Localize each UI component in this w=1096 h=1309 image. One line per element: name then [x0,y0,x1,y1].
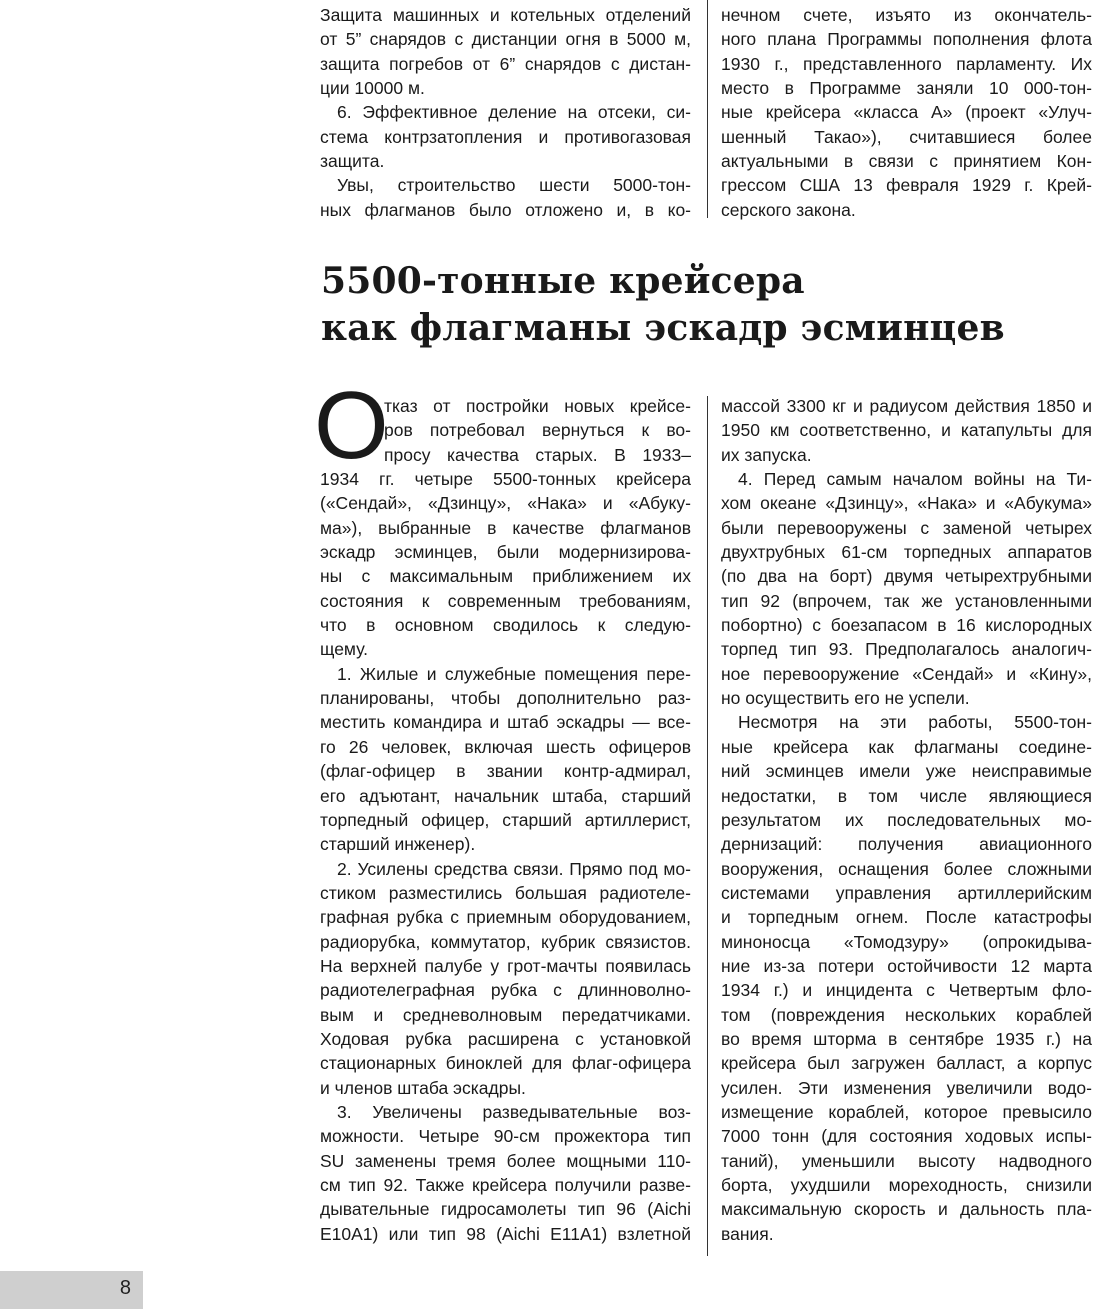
text-line: Несмотря на эти работы, 5500-тон- [738,712,1092,733]
text-line: что в основном сводилось к следую- [320,615,691,636]
text-line: На верхней палубе у грот-мачты появилась [320,955,691,976]
text-line: щему. [320,639,369,660]
heading-line-2: как флагманы эскадр эсминцев [321,307,1005,349]
text-line: торпед тип 93. Предполагалось аналогич- [721,639,1092,660]
text-line: ное перевооружение «Сендай» и «Кину», [721,663,1092,684]
text-line: ные крейсера как флагманы соедине- [721,736,1092,757]
text-line: 1934 г.) и инцидента с Четвертым фло- [721,980,1092,1001]
text-line: го 26 человек, включая шесть офицеров [320,736,691,757]
text-line: E10A1) или тип 98 (Aichi E11A1) взлетной [320,1223,691,1244]
text-line: хом океане «Дзинцу», «Нака» и «Абукума» [721,493,1092,514]
text-line: таний), уменьшили высоту надводного [721,1150,1092,1171]
text-line: и членов штаба эскадры. [320,1077,526,1098]
text-line: просу качества старых. В 1933– [384,444,691,465]
text-line: вания. [721,1223,774,1244]
text-line: 6. Эффективное деление на отсеки, си- [337,102,691,123]
column-divider [707,0,708,218]
heading-line-1: 5500-тонные крейсера [321,260,805,302]
text-line: стема контрзатопления и противогазовая [320,126,691,147]
text-line: побортно) с боезапасом в 16 кислородных [721,615,1092,636]
text-line: 1930 г., представленного парламенту. Их [721,53,1092,74]
text-line: измещение кораблей, которое превысило [721,1101,1092,1122]
page-number-tab [0,1271,143,1309]
text-line: 1. Жилые и служебные помещения пере- [337,663,691,684]
text-line: дернизаций: получения авиационного [721,834,1092,855]
text-line: торпедный офицер, старший артиллерист, [320,809,691,830]
top-left-column [320,3,691,222]
text-line: графная рубка с приемным оборудованием, [320,907,691,928]
text-line: массой 3300 кг и радиусом действия 1850 и [721,396,1092,416]
main-right-column [721,394,1092,1246]
text-line: вым и средневолновым передатчиками. [320,1004,691,1025]
text-line: (по два на борт) двумя четырехтрубными [721,566,1092,587]
text-line: во время шторма в сентябре 1935 г.) на [721,1028,1092,1049]
text-line: ных флагманов было отложено и, в ко- [320,199,691,220]
text-line: Защита машинных и котельных отделений [320,5,691,25]
text-line: его адъютант, начальник штаба, старший [320,785,691,806]
text-line: дывательные гидросамолеты тип 96 (Aichi [320,1199,691,1220]
text-line: ний эсминцев имели уже неисправимые [721,761,1092,782]
text-line: 7000 тонн (для состояния ходовых испы- [721,1126,1092,1147]
text-line: и торпедным огнем. После катастрофы [721,907,1092,928]
text-line: тказ от постройки новых крейсе- [384,396,691,416]
text-line: 2. Усилены средства связи. Прямо под мо- [337,858,691,879]
text-line: 1934 гг. четыре 5500-тонных крейсера [320,469,691,490]
text-line: SU заменены тремя более мощными 110- [320,1150,691,1171]
text-line: результатом их последовательных мо- [721,809,1092,830]
text-line: стиком разместились большая радиотеле- [320,882,691,903]
text-line: радиотелеграфная рубка с длинноволно- [320,980,691,1001]
text-line: ции 10000 м. [320,78,425,99]
text-line: грессом США 13 февраля 1929 г. Крей- [721,175,1092,196]
top-right-column [721,3,1092,222]
text-line: том (повреждения нескольких кораблей [721,1004,1092,1025]
text-line: ные крейсера «класса А» (проект «Улуч- [721,102,1092,123]
text-line: крейсера был загружен балласт, а корпус [721,1053,1092,1074]
text-line: двухтрубных 61-см торпедных аппаратов [721,542,1092,563]
text-line: защита. [320,151,385,172]
page-number: 8 [119,1277,131,1299]
drop-cap: О [314,372,389,479]
text-line: ров потребовал вернуться к во- [384,420,691,441]
text-line: стационарных биноклей для флаг-офицера [320,1053,691,1074]
text-line: место в Программе заняли 10 000-тон- [721,78,1092,99]
main-left-column [320,394,691,1246]
text-line: ного плана Программы пополнения флота [721,29,1092,50]
text-line: старший инженер). [320,834,476,855]
text-line: состояния к современным требованиям, [320,590,691,611]
text-line: серского закона. [721,199,856,220]
text-line: их запуска. [721,444,812,465]
text-line: нечном счете, изъято из окончатель- [721,5,1092,25]
text-line: актуальными в связи с принятием Кон- [721,151,1092,172]
text-line: вооружения, оснащения более сложными [721,858,1092,879]
text-line: местить командира и штаб эскадры — все- [320,712,691,733]
text-line: 1950 км соответственно, и катапульты для [721,420,1092,441]
text-line: 3. Увеличены разведывательные воз- [337,1101,691,1122]
text-line: см тип 92. Также крейсера получили разве- [320,1175,691,1195]
text-line: максимальную скорость и дальность пла- [721,1199,1092,1220]
text-line: шенный Такао»), считавшиеся более [721,126,1092,147]
text-line: 4. Перед самым началом войны на Ти- [738,469,1092,490]
text-line: Ходовая рубка расширена с установкой [320,1028,691,1049]
text-line: системами управления артиллерийским [721,882,1092,903]
text-line: были перевооружены с заменой четырех [721,517,1092,538]
text-line: борта, ухудшили мореходность, снизили [721,1175,1092,1195]
text-line: миноносца «Томодзуру» (опрокидыва- [721,931,1092,952]
text-line: но осуществить его не успели. [721,688,970,709]
text-line: можности. Четыре 90-см прожектора тип [320,1126,691,1147]
text-line: (флаг-офицер в звании контр-адмирал, [320,761,691,782]
column-divider [707,396,708,1256]
text-line: Увы, строительство шести 5000-тон- [337,175,691,196]
text-line: эскадр эсминцев, были модернизирова- [320,542,691,563]
text-line: защита погребов от 6” снарядов с дистан- [320,53,691,74]
text-line: ны с максимальным приближением их [320,566,691,587]
text-line: ние из-за потери остойчивости 12 марта [721,955,1092,976]
text-line: тип 92 (впрочем, так же установленными [721,590,1092,611]
text-line: недостатки, в том числе являющиеся [721,785,1092,806]
text-line: от 5” снарядов с дистанции огня в 5000 м, [320,29,691,50]
text-line: («Сендай», «Дзинцу», «Нака» и «Абуку- [320,493,691,514]
section-heading [321,258,1005,352]
text-line: планированы, чтобы дополнительно раз- [320,688,691,709]
text-line: ма»), выбранные в качестве флагманов [320,517,691,538]
text-line: радиорубка, коммутатор, кубрик связистов. [320,931,691,952]
text-line: усилен. Эти изменения увеличили водо- [721,1077,1092,1098]
